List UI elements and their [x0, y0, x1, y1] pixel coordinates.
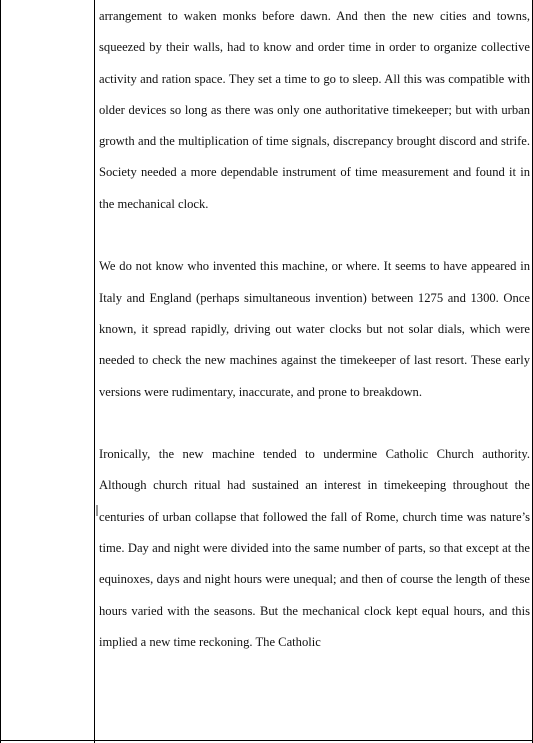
text-cursor-mark	[96, 505, 98, 516]
paragraph-3: Ironically, the new machine tended to undermine Catholic Church authority. Although church ritual had sustained an interest in timekeeping throughout the centuries of urban collapse that followed the fall of Rome, church time was nature’s time. Day and night were divided into the same number of parts, so that except at the equinoxes, days and night hours were unequal; and then of course the length of these hours varied with the seasons. But the mechanical clock kept equal hours, and this implied a new time reckoning. The Catholic	[99, 447, 530, 649]
column-divider	[94, 0, 95, 743]
paragraph-2: We do not know who invented this machine, or where. It seems to have appeared in Italy and England (perhaps simultaneous invention) between 1275 and 1300. Once known, it spread rapidly, driving out water clocks but not solar dials, which were needed to check the new machines against the timekeeper of last resort. These early versions were rudimentary, inaccurate, and prone to breakdown.	[99, 259, 530, 399]
document-body	[99, 1, 530, 658]
paragraph-1: arrangement to waken monks before dawn. And then the new cities and towns, squeezed by their walls, had to know and order time in order to organize collective activity and ration space. They set a time to go to sleep. All this was compatible with older devices so long as there was only one authoritative timekeeper; but with urban growth and the multiplication of time signals, discrepancy brought discord and strife. Society needed a more dependable instrument of time measurement and found it in the mechanical clock.	[99, 9, 530, 211]
table-bottom-border	[1, 740, 533, 741]
